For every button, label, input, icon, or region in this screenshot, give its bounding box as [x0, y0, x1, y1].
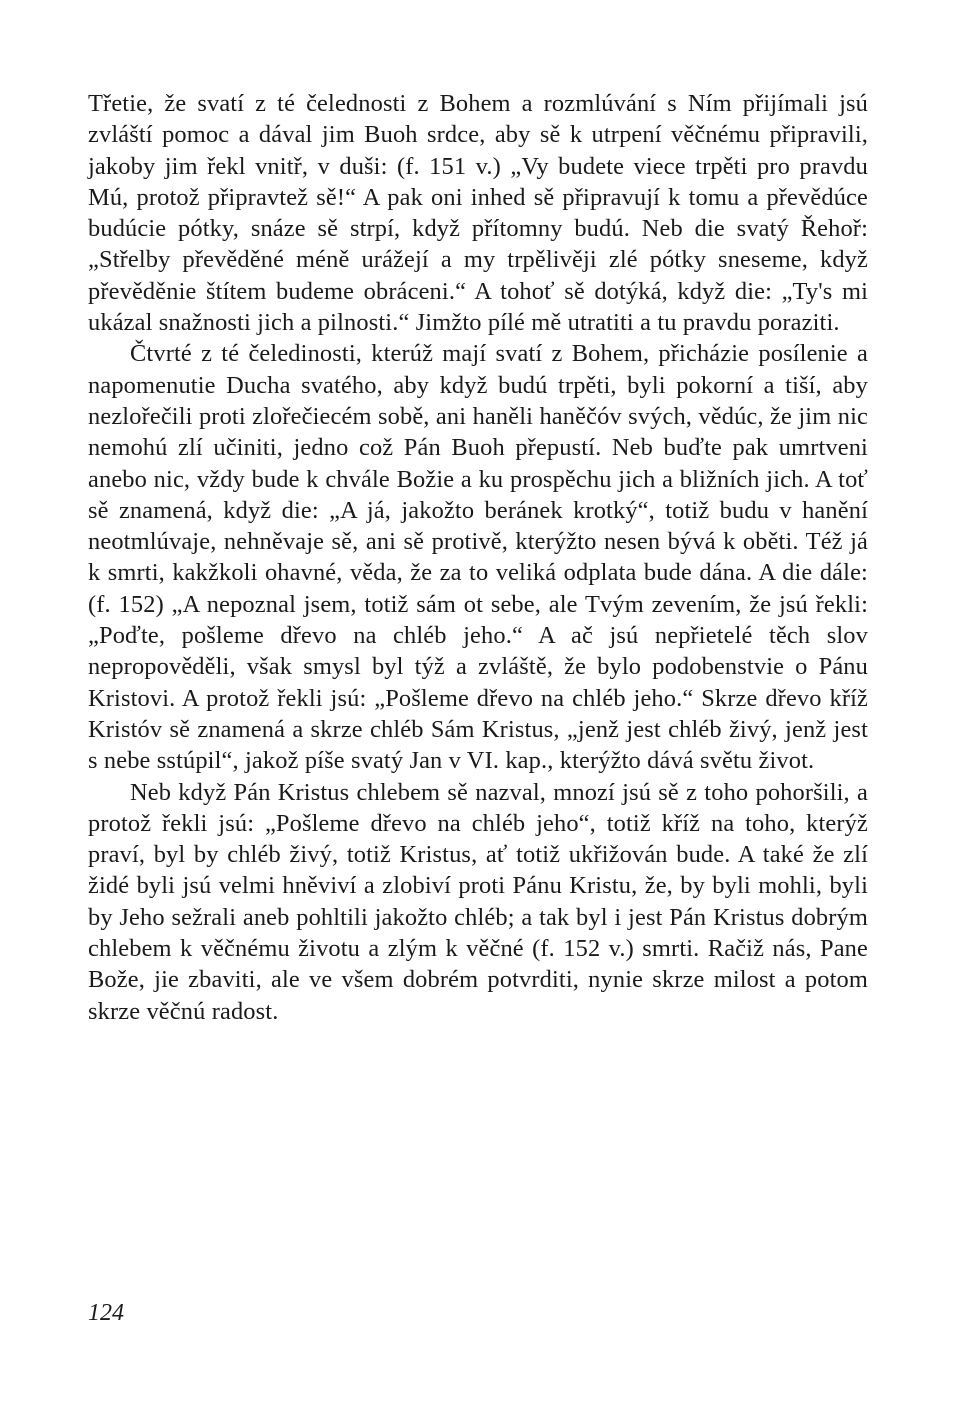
paragraph-3: Neb když Pán Kristus chlebem sě nazval, mnozí jsú sě z toho pohoršili, a protož řekli jsú: „Pošleme dřevo na chléb jeho“, totiž kříž na toho, kterýž praví, byl by chléb živý, totiž Kristus, ať totiž ukřižován bude. A také že zlí židé byli jsú velmi hněviví a zlobiví proti Pánu Kristu, že, by byli mohli, byli by Jeho sežrali aneb pohltili jakožto chléb; a tak byl i jest Pán Kristus dobrým chlebem k věčnému životu a zlým k věčné (f. 152 v.) smrti. Račiž nás, Pane Bože, jie zbaviti, ale ve všem dobrém potvrditi, nynie skrze milost a potom skrze věčnú radost. — [88, 778, 868, 1025]
paragraph-2: Čtvrté z té čeledinosti, kterúž mají svatí z Bohem, přicházie posílenie a napomenutie Ducha svatého, aby když budú trpěti, byli pokorní a tiší, aby nezlořečili proti zlořečiecém sobě, ani haněli haněčóv svých, vědúc, že jim nic nemohú zlí učiniti, jedno což Pán Buoh přepustí. Neb buďte pak umrtveni anebo nic, vždy bude k chvále Božie a ku prospěchu jich a bližních jich. A toť sě znamená, když die: „A já, jakožto beránek krotký“, totiž budu v hanění neotmlúvaje, nehněvaje sě, ani sě protivě, kterýžto nesen bývá k oběti. Též já k smrti, kakžkoli ohavné, věda, že za to veliká odplata bude dána. A die dále: (f. 152) „A nepoznal jsem, totiž sám ot sebe, ale Tvým zevením, že jsú řekli: „Poďte, pošleme dřevo na chléb jeho.“ A ač jsú nepřietelé těch slov nepropověděli, však smysl byl týž a zvláště, že bylo podobenstvie o Pánu Kristovi. A protož řekli jsú: „Pošleme dřevo na chléb jeho.“ Skrze dřevo kříž Kristóv sě znamená a skrze chléb Sám Kristus, „jenž jest chléb živý, jenž jest s nebe sstúpil“, jakož píše svatý Jan v VI. kap., kterýžto dává světu život. — [88, 340, 868, 775]
page-body — [88, 88, 868, 1027]
page-number: 124 — [88, 1300, 124, 1326]
paragraph-1: Třetie, že svatí z té čelednosti z Bohem a rozmlúvání s Ním přijímali jsú zvláští pomoc a dával jim Buoh srdce, aby sě k utrpení věčnému připravili, jakoby jim řekl vnitř, v duši: (f. 151 v.) „Vy budete viece trpěti pro pravdu Mú, protož připravtež sě!“ A pak oni inhed sě připravují k tomu a převědúce budúcie pótky, snáze sě strpí, když přítomny budú. Neb die svatý Řehoř: „Střelby převěděné méně urážejí a my trpělivěji zlé pótky sneseme, když převěděnie štítem budeme obráceni.“ A tohoť sě dotýká, když die: „Ty's mi ukázal snažnosti jich a pilnosti.“ Jimžto pílé mě utratiti a tu pravdu poraziti. — [88, 90, 868, 337]
